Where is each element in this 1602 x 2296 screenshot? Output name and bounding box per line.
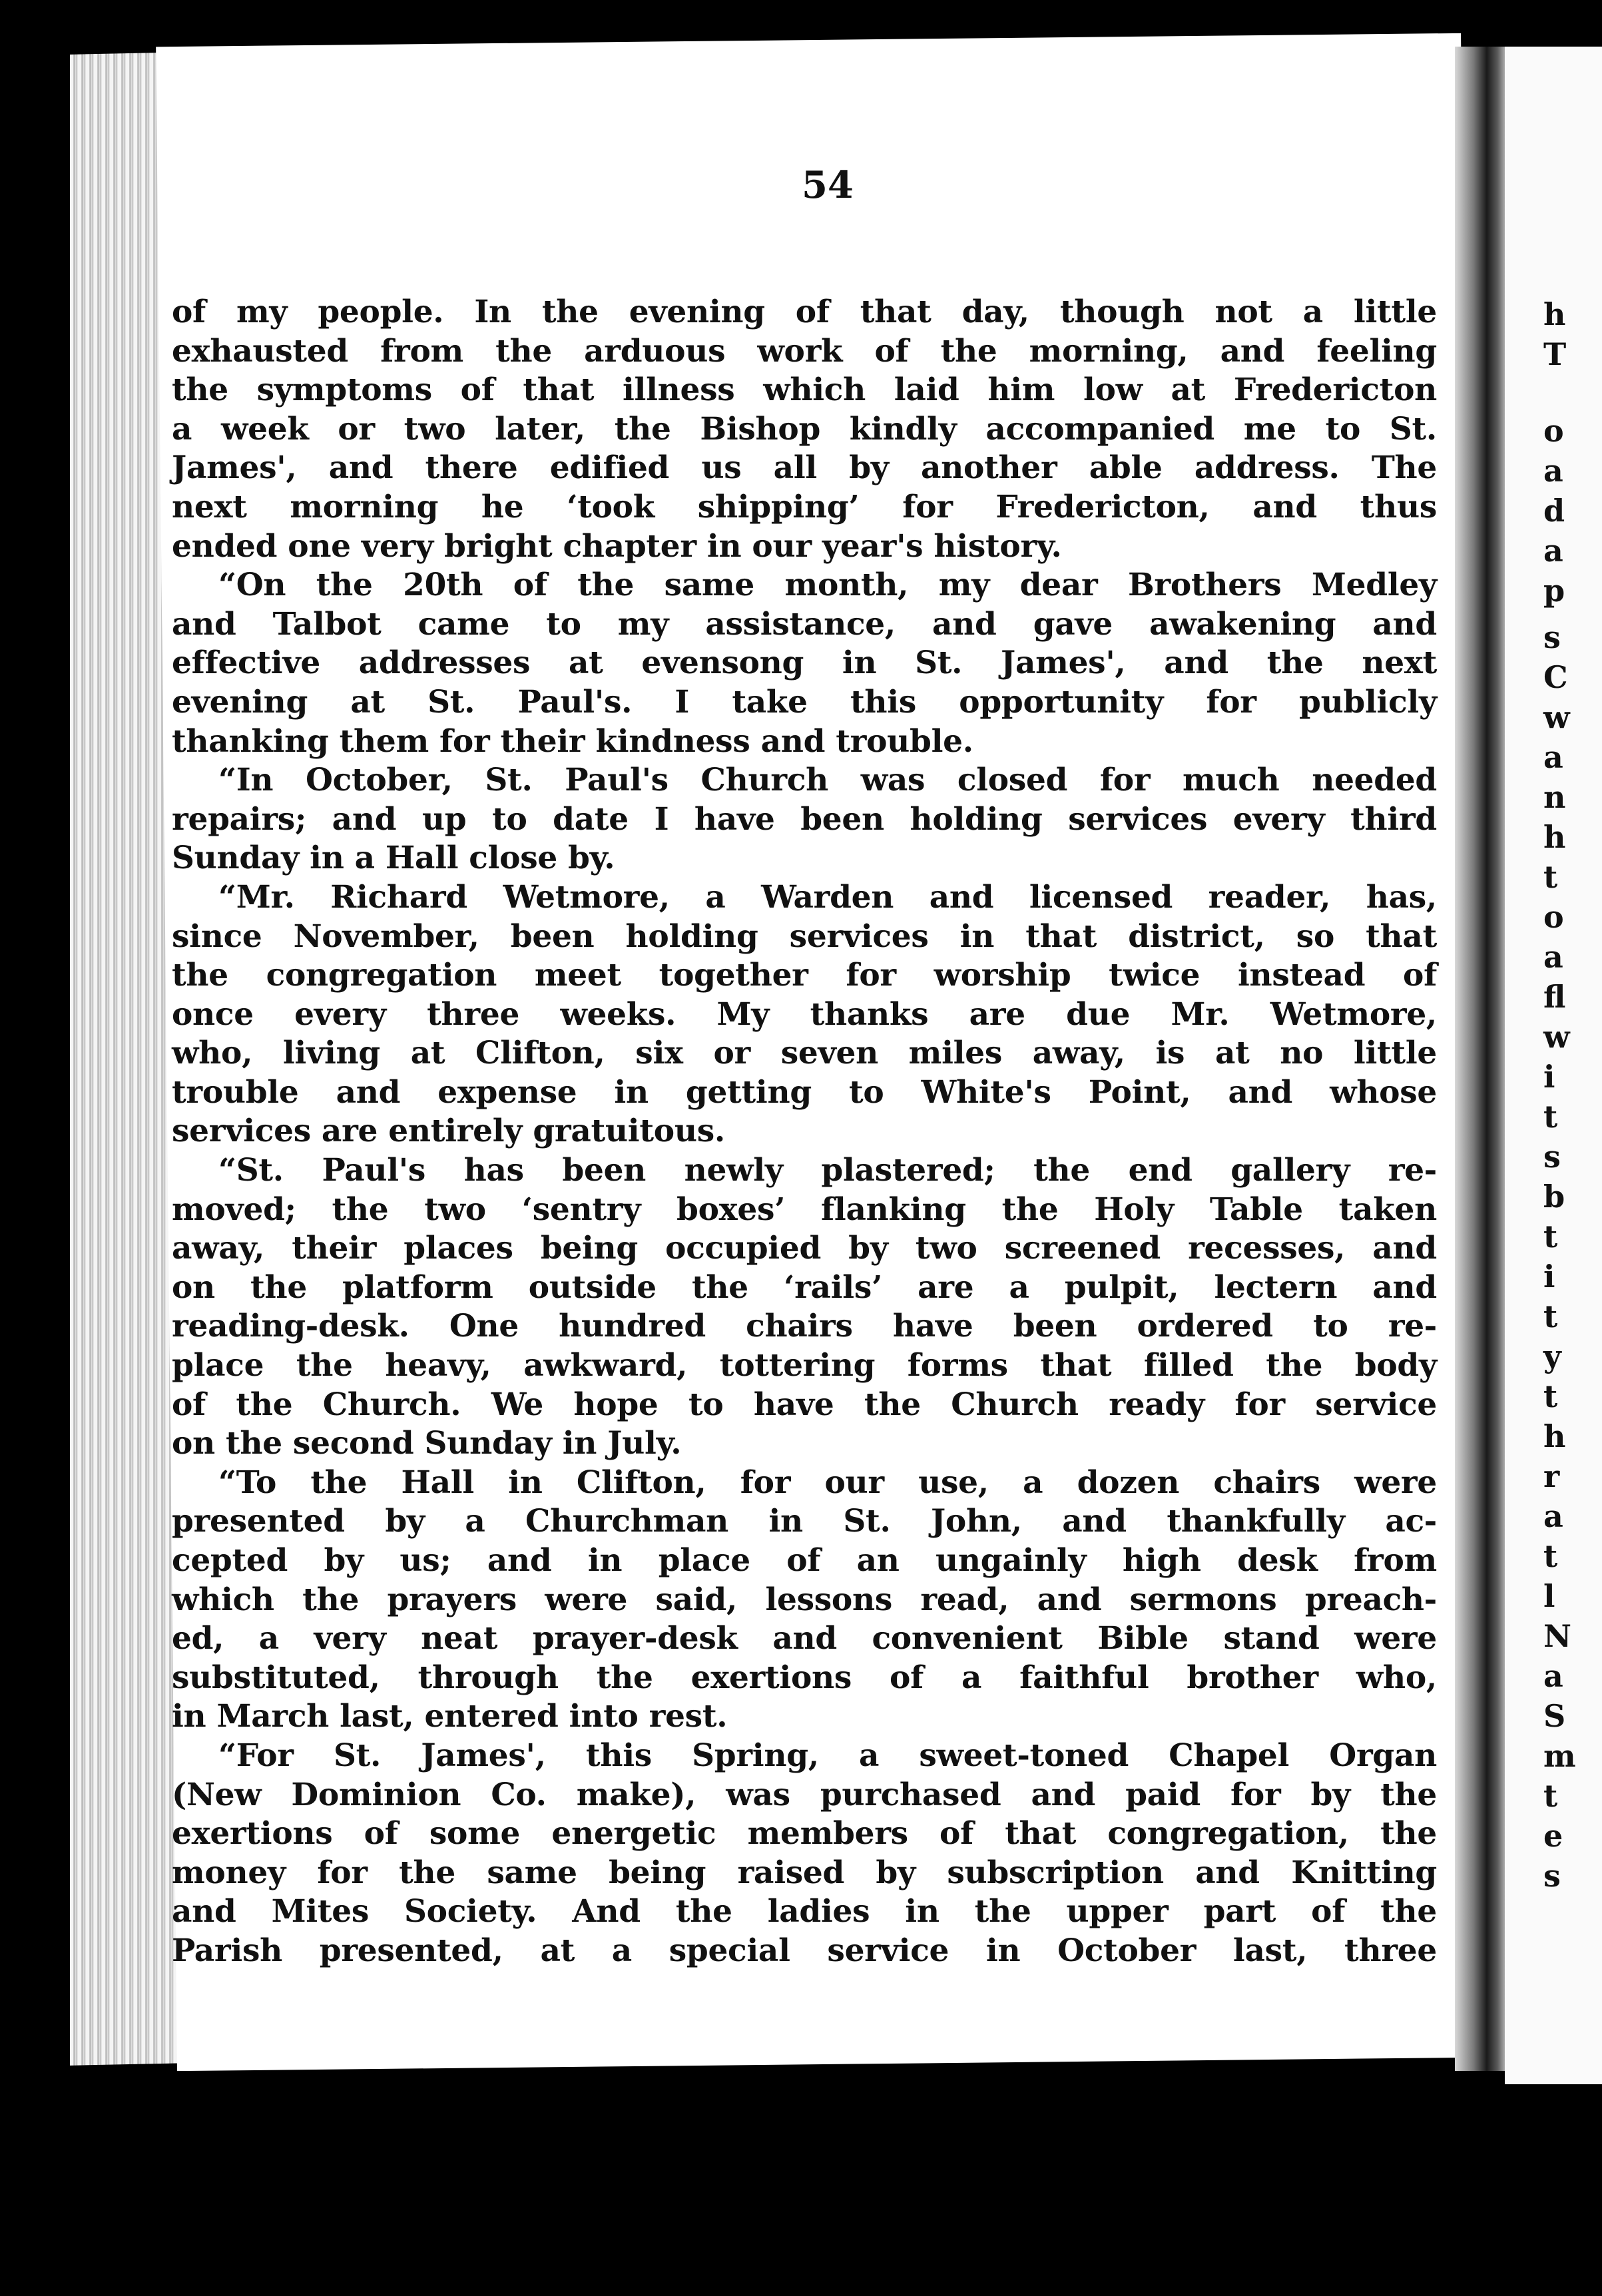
facing-page-fragment: o xyxy=(1543,413,1564,449)
text-line: “In October, St. Paul's Church was closed for much needed xyxy=(218,762,1437,799)
facing-page-fragment: a xyxy=(1543,453,1563,489)
text-line: the symptoms of that illness which laid him low at Fredericton xyxy=(172,372,1437,409)
facing-page-fragment: i xyxy=(1543,1059,1555,1095)
text-line: “On the 20th of the same month, my dear Brothers Medley xyxy=(218,567,1437,604)
facing-page-fragment: t xyxy=(1543,1538,1558,1574)
book-gutter xyxy=(1455,47,1508,2071)
text-line: and Talbot came to my assistance, and gave awakening and xyxy=(172,605,1437,643)
text-line: which the prayers were said, lessons read, and sermons preach- xyxy=(172,1581,1437,1618)
text-line: services are entirely gratuitous. xyxy=(172,1113,725,1150)
facing-page-fragment: t xyxy=(1543,1298,1558,1334)
text-line: exertions of some energetic members of that congregation, the xyxy=(172,1815,1437,1853)
facing-page-fragment: e xyxy=(1543,1818,1563,1854)
text-line: evening at St. Paul's. I take this opportunity for publicly xyxy=(172,683,1437,720)
text-line: thanking them for their kindness and trouble. xyxy=(172,722,973,760)
text-line: presented by a Churchman in St. John, and thankfully ac- xyxy=(172,1503,1437,1540)
text-line: away, their places being occupied by two screened recesses, and xyxy=(172,1230,1437,1267)
text-line: and Mites Society. And the ladies in the upper part of the xyxy=(172,1893,1437,1930)
facing-page-fragment: d xyxy=(1543,493,1565,529)
text-line: of the Church. We hope to have the Church ready for service xyxy=(172,1386,1437,1423)
page-number: 54 xyxy=(802,163,854,207)
facing-page-fragment: a xyxy=(1543,739,1563,775)
text-line: of my people. In the evening of that day, though not a little xyxy=(172,294,1437,330)
facing-page-fragment: a xyxy=(1543,939,1563,975)
text-line: “Mr. Richard Wetmore, a Warden and licensed reader, has, xyxy=(218,878,1437,916)
text-line: in March last, entered into rest. xyxy=(172,1698,728,1735)
facing-page-fragment: b xyxy=(1543,1179,1565,1215)
facing-page-fragment: t xyxy=(1543,1219,1558,1255)
facing-page-fragment: a xyxy=(1543,1498,1563,1534)
text-line: “St. Paul's has been newly plastered; the end gallery re- xyxy=(218,1152,1437,1189)
text-line: “To the Hall in Clifton, for our use, a dozen chairs were xyxy=(218,1464,1437,1501)
facing-page-fragment: o xyxy=(1543,899,1564,935)
facing-page-fragment: r xyxy=(1543,1458,1560,1494)
text-line: “For St. James', this Spring, a sweet-toned Chapel Organ xyxy=(218,1737,1437,1774)
facing-page-fragment: T xyxy=(1543,336,1567,372)
facing-page-fragment: t xyxy=(1543,1378,1558,1414)
text-line: trouble and expense in getting to White's Point, and whose xyxy=(172,1073,1437,1111)
facing-page-fragment: y xyxy=(1543,1338,1561,1374)
page-body-text xyxy=(172,293,1437,1971)
text-line: Parish presented, at a special service in October last, three xyxy=(172,1932,1437,1969)
text-line: (New Dominion Co. make), was purchased and paid for by the xyxy=(172,1776,1437,1813)
facing-page-fragment: t xyxy=(1543,1778,1558,1814)
facing-page-fragment: w xyxy=(1543,1019,1570,1055)
text-line: once every three weeks. My thanks are due Mr. Wetmore, xyxy=(172,996,1437,1033)
text-line: repairs; and up to date I have been holding services every third xyxy=(172,800,1437,838)
facing-page-fragment: i xyxy=(1543,1259,1555,1294)
text-line: money for the same being raised by subscription and Knitting xyxy=(172,1854,1437,1891)
text-line: ended one very bright chapter in our year's history. xyxy=(172,527,1062,565)
text-line: reading-desk. One hundred chairs have been ordered to re- xyxy=(172,1308,1437,1345)
text-line: who, living at Clifton, six or seven miles away, is at no little xyxy=(172,1035,1437,1072)
text-line: Sunday in a Hall close by. xyxy=(172,840,615,877)
facing-page-fragment: h xyxy=(1543,819,1566,855)
facing-page-fragment: s xyxy=(1543,1858,1561,1894)
text-line: effective addresses at evensong in St. James', and the next xyxy=(172,645,1437,682)
facing-page-fragment: h xyxy=(1543,296,1566,332)
text-line: cepted by us; and in place of an ungainly high desk from xyxy=(172,1542,1437,1579)
text-line: on the platform outside the ‘rails’ are a pulpit, lectern and xyxy=(172,1269,1437,1306)
text-line: on the second Sunday in July. xyxy=(172,1425,682,1462)
text-line: place the heavy, awkward, tottering forms that filled the body xyxy=(172,1347,1437,1384)
facing-page-fragment: t xyxy=(1543,859,1558,895)
text-line: next morning he ‘took shipping’ for Fredericton, and thus xyxy=(172,488,1437,525)
facing-page-fragment: p xyxy=(1543,573,1565,609)
facing-page-fragment: m xyxy=(1543,1738,1576,1774)
facing-page-fragment: C xyxy=(1543,659,1568,695)
text-line: the congregation meet together for worship twice instead of xyxy=(172,957,1437,994)
facing-page-fragment: t xyxy=(1543,1099,1558,1135)
facing-page-fragment: a xyxy=(1543,1658,1563,1694)
text-line: substituted, through the exertions of a faithful brother who, xyxy=(172,1659,1437,1696)
facing-page-fragment: s xyxy=(1543,619,1561,655)
facing-page-fragment: l xyxy=(1543,1578,1555,1614)
facing-page-fragment: h xyxy=(1543,1418,1566,1454)
facing-page-fragment: n xyxy=(1543,779,1566,815)
facing-page-fragment: N xyxy=(1543,1618,1572,1654)
text-line: ed, a very neat prayer-desk and convenient Bible stand were xyxy=(172,1620,1437,1657)
text-line: a week or two later, the Bishop kindly accompanied me to St. xyxy=(172,410,1437,447)
text-line: James', and there edified us all by another able address. The xyxy=(172,449,1437,487)
facing-page-fragment: fl xyxy=(1543,979,1566,1015)
facing-page-fragment: S xyxy=(1543,1698,1566,1734)
text-line: exhausted from the arduous work of the morning, and feeling xyxy=(172,332,1437,370)
facing-page-fragment: s xyxy=(1543,1139,1561,1175)
facing-page-fragment: a xyxy=(1543,533,1563,569)
facing-page-fragment: w xyxy=(1543,699,1570,735)
text-line: moved; the two ‘sentry boxes’ flanking the Holy Table taken xyxy=(172,1191,1437,1228)
text-line: since November, been holding services in that district, so that xyxy=(172,918,1437,955)
